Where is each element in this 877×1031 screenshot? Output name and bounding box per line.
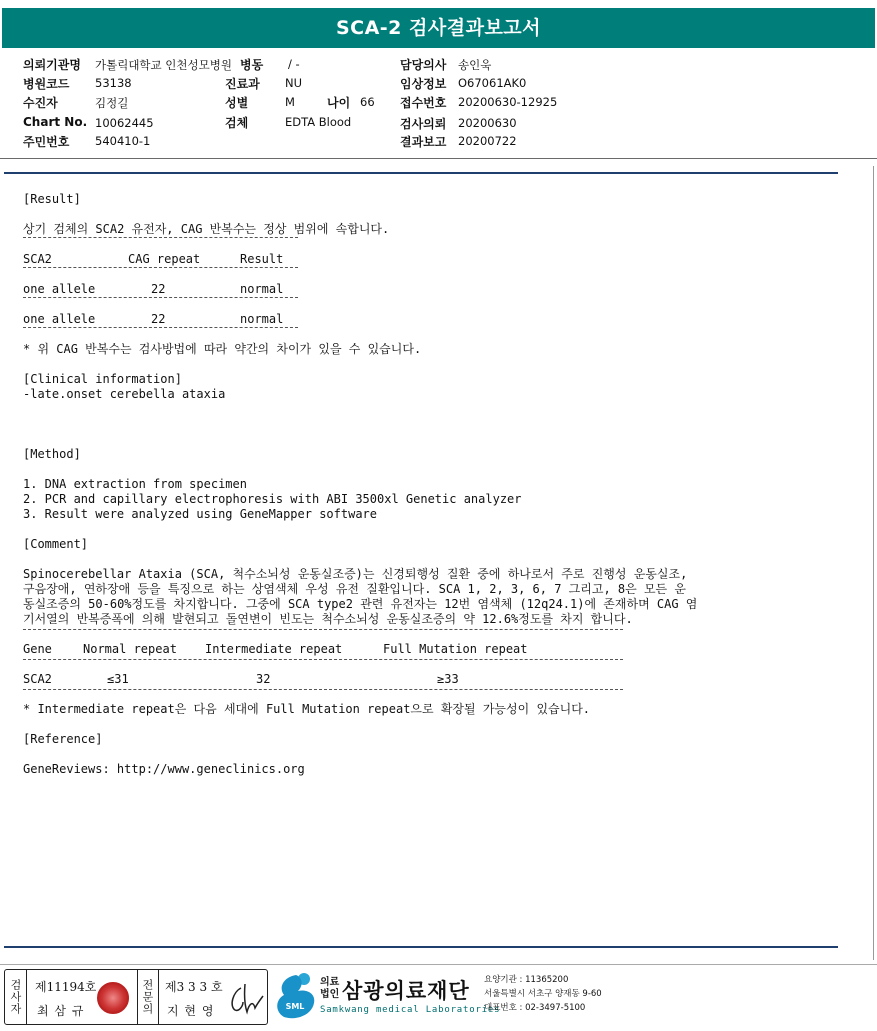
dash-line <box>23 659 623 660</box>
signature-box <box>4 969 268 1025</box>
report-title: SCA-2 검사결과보고서 <box>2 8 875 48</box>
doctor-value: 송인욱 <box>458 58 492 72</box>
dash-line <box>23 629 623 630</box>
seal-icon <box>97 982 129 1014</box>
brand-small: 의료법인 <box>320 977 340 1000</box>
specimen-label: 검체 <box>225 116 249 130</box>
comment-line-1: Spinocerebellar Ataxia (SCA, 척수소뇌성 운동실조증)는 신경퇴행성 질환 중에 하나로서 주로 진행성 운동실조, <box>23 567 688 581</box>
chart-label: Chart No. <box>23 115 88 129</box>
dash-line <box>23 267 298 268</box>
report-date-value: 20200722 <box>458 134 517 148</box>
report-date-label: 결과보고 <box>400 135 447 149</box>
table-row-2-repeat: 22 <box>151 312 166 326</box>
result-heading: [Result] <box>23 192 81 206</box>
hospital-label: 의뢰기관명 <box>23 58 81 72</box>
receipt-label: 접수번호 <box>400 96 447 110</box>
gene-row-normal: ≤31 <box>107 672 129 686</box>
brand-name: 삼광의료재단 <box>342 979 470 1003</box>
contact-phone: 대표번호 : 02-3497-5100 <box>484 1003 586 1013</box>
gene-row-gene: SCA2 <box>23 672 52 686</box>
receipt-value: 20200630-12925 <box>458 95 558 109</box>
comment-heading: [Comment] <box>23 537 89 551</box>
dash-line <box>23 297 298 298</box>
pathologist-number: 제3 3 3 호 <box>165 980 223 994</box>
result-header-repeat: CAG repeat <box>128 252 201 266</box>
result-header-gene: SCA2 <box>23 252 52 266</box>
code-value: 53138 <box>95 76 132 90</box>
method-item-2: 2. PCR and capillary electrophoresis with ABI 3500xl Genetic analyzer <box>23 492 522 506</box>
report-top-rule <box>4 172 838 174</box>
clinical-value: O67061AK0 <box>458 76 527 90</box>
id-label: 주민번호 <box>23 135 70 149</box>
comment-line-4: 기서열의 반복증폭에 의해 발현되고 돌연변이 빈도는 척수소뇌성 운동실조증의 약 12.6%정도를 차지 합니다. <box>23 612 633 626</box>
report-body <box>23 190 843 1030</box>
receiver-label: 수진자 <box>23 96 58 110</box>
reference-text: GeneReviews: http://www.geneclinics.org <box>23 762 305 776</box>
clinical-heading: [Clinical information] <box>23 372 182 386</box>
id-value: 540410-1 <box>95 134 151 148</box>
dash-line <box>23 327 298 328</box>
table-row-1-result: normal <box>240 282 284 296</box>
gene-header-intermediate: Intermediate repeat <box>205 642 343 656</box>
method-item-3: 3. Result were analyzed using GeneMapper software <box>23 507 378 521</box>
request-value: 20200630 <box>458 116 517 130</box>
table-row-2-result: normal <box>240 312 284 326</box>
reference-heading: [Reference] <box>23 732 103 746</box>
pathologist-label: 전문의 <box>137 970 159 1024</box>
contact-info <box>484 973 602 1015</box>
svg-text:SML: SML <box>285 1002 305 1011</box>
dash-line <box>23 237 298 238</box>
hospital-value: 가톨릭대학교 인천성모병원 <box>95 58 232 72</box>
table-row-2-allele: one allele <box>23 312 96 326</box>
header-divider <box>0 158 877 159</box>
sml-logo-icon <box>274 971 316 1021</box>
dept-value: NU <box>285 76 303 90</box>
contact-code: 요양기관 : 11365200 <box>484 975 569 985</box>
clinical-label: 임상정보 <box>400 77 447 91</box>
doctor-label: 담당의사 <box>400 58 447 72</box>
gene-header-full: Full Mutation repeat <box>383 642 528 656</box>
inspector-number: 제11194호 <box>35 980 97 994</box>
patient-info <box>0 54 877 154</box>
inspector-name: 최 삼 규 <box>37 1004 85 1018</box>
specimen-value: EDTA Blood <box>285 115 352 129</box>
age-label: 나이 <box>327 96 351 110</box>
footer <box>0 964 877 1031</box>
ward-label: 병동 <box>240 58 264 72</box>
clinical-text: -late.onset cerebella ataxia <box>23 387 226 401</box>
gene-row-full: ≥33 <box>437 672 459 686</box>
comment-line-2: 구음장애, 연하장애 등을 특징으로 하는 상염색체 우성 유전 질환입니다. SCA 1, 2, 3, 6, 7 그리고, 8은 모든 운 <box>23 582 686 596</box>
result-header-result: Result <box>240 252 284 266</box>
contact-address: 서울특별시 서초구 양재동 9-60 <box>484 989 602 999</box>
dept-label: 진료과 <box>225 77 260 91</box>
gene-header-gene: Gene <box>23 642 52 656</box>
method-heading: [Method] <box>23 447 81 461</box>
table-row-1-repeat: 22 <box>151 282 166 296</box>
inspector-label: 검사자 <box>5 970 27 1024</box>
table-row-1-allele: one allele <box>23 282 96 296</box>
gene-header-normal: Normal repeat <box>83 642 177 656</box>
brand-english: Samkwang medical Laboratories <box>320 1005 501 1015</box>
sex-value: M <box>285 95 295 109</box>
receiver-value: 김정길 <box>95 96 129 110</box>
pathologist-name: 지 현 영 <box>167 1004 215 1018</box>
age-value: 66 <box>360 95 375 109</box>
code-label: 병원코드 <box>23 77 70 91</box>
request-label: 검사의뢰 <box>400 117 447 131</box>
signature-icon <box>227 982 265 1016</box>
ward-value: / - <box>288 57 300 71</box>
gene-note: * Intermediate repeat은 다음 세대에 Full Mutation repeat으로 확장될 가능성이 있습니다. <box>23 702 591 716</box>
dash-line <box>23 689 623 690</box>
chart-value: 10062445 <box>95 116 154 130</box>
gene-row-intermediate: 32 <box>256 672 271 686</box>
method-item-1: 1. DNA extraction from specimen <box>23 477 247 491</box>
sex-label: 성별 <box>225 96 249 110</box>
comment-line-3: 동실조증의 50-60%정도를 차지합니다. 그중에 SCA type2 관련 유전자는 12번 염색체 (12q24.1)에 존재하며 CAG 염 <box>23 597 698 611</box>
result-summary: 상기 검체의 SCA2 유전자, CAG 반복수는 정상 범위에 속합니다. <box>23 222 390 236</box>
result-note: * 위 CAG 반복수는 검사방법에 따라 약간의 차이가 있을 수 있습니다. <box>23 342 422 356</box>
